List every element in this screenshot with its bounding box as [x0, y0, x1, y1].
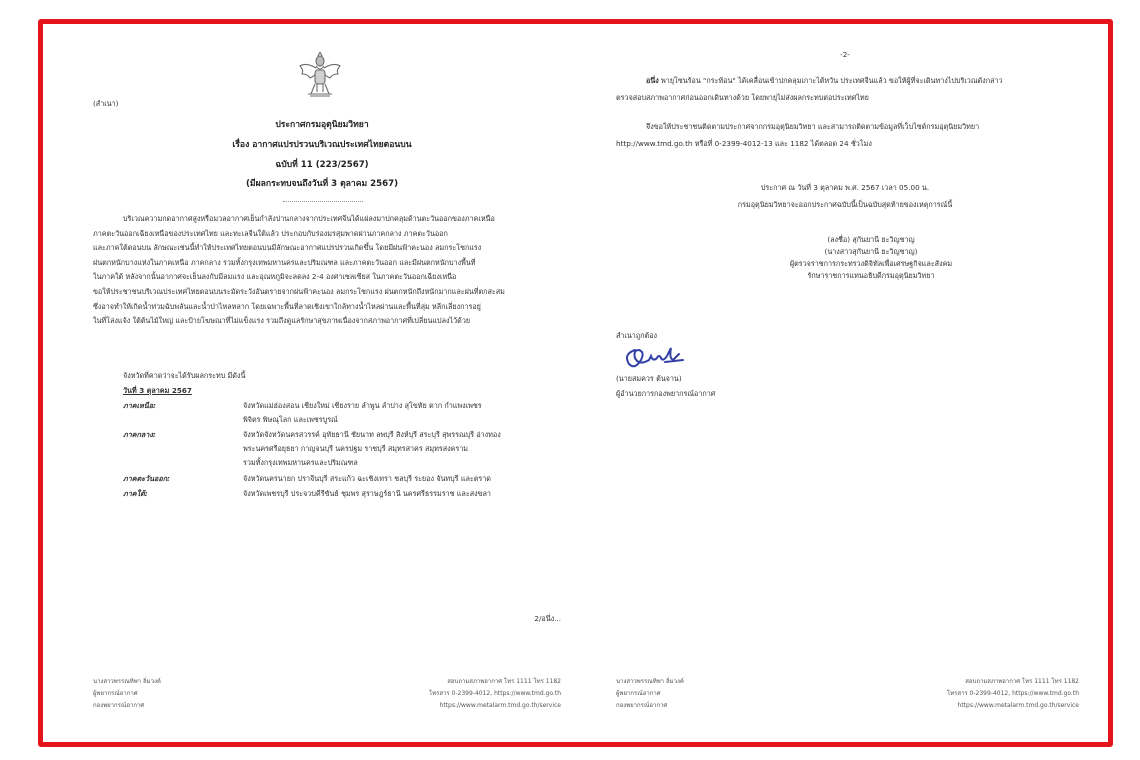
affected-intro: จังหวัดที่คาดว่าจะได้รับผลกระทบ มีดังนี้ [123, 371, 246, 380]
footer-right-line: โทรสาร 0-2399-4012, https://www.tmd.go.th [429, 690, 561, 697]
body-line: ขอให้ประชาชนบริเวณประเทศไทยตอนบนระมัดระวังอันตรายจากฝนฟ้าคะนอง ลมกระโชกแรง ฝนตกหนักถึงหนักมากและฝนที่ตกสะสม [93, 286, 505, 296]
page-number: -2- [840, 50, 850, 59]
page-2 [611, 24, 1079, 742]
region-central-label: ภาคกลาง: [123, 430, 156, 439]
footer-left-line: ผู้พยากรณ์อากาศ [93, 690, 138, 697]
document-frame [38, 19, 1113, 747]
paragraph-lead: อนึ่ง [646, 76, 659, 85]
footer-left-line: กองพยากรณ์อากาศ [616, 702, 668, 709]
certifier-name: (นายสมควร ต้นจาน) [616, 374, 682, 383]
footer-right-line: โทรสาร 0-2399-4012, https://www.tmd.go.th [947, 690, 1079, 697]
region-south-text: จังหวัดเพชรบุรี ประจวบคีรีขันธ์ ชุมพร สุราษฎร์ธานี นครศรีธรรมราช และสงขลา [243, 489, 491, 498]
footer-right-line: https://www.metalarm.tmd.go.th/service [439, 702, 561, 709]
signature-image [621, 344, 691, 372]
title-separator [283, 201, 363, 202]
page2-paragraph-2-line: http://www.tmd.go.th หรือที่ 0-2399-4012-13 และ 1182 ได้ตลอด 24 ชั่วโมง [616, 139, 872, 148]
signer-line: รักษาราชการแทนอธิบดีกรมอุตุนิยมวิทยา [807, 271, 935, 280]
footer-left-line: ผู้พยากรณ์อากาศ [616, 690, 661, 697]
footer-right-line: สอบถามสภาพอากาศ โทร 1111 โทร 1182 [965, 678, 1079, 685]
body-line: ในภาคใต้ หลังจากนั้นอากาศจะเย็นลงกับมีลมแรง และอุณหภูมิจะลดลง 2-4 องศาเซลเซียส ในภาคตะวันออกเฉียงเหนือ [93, 272, 457, 282]
region-east-text: จังหวัดนครนายก ปราจีนบุรี สระแก้ว ฉะเชิงเทรา ชลบุรี ระยอง จันทบุรี และตราด [243, 474, 491, 483]
region-central-text: รวมทั้งกรุงเทพมหานครและปริมณฑล [243, 458, 358, 467]
announcement-effective-date: (มีผลกระทบจนถึงวันที่ 3 ตุลาคม 2567) [245, 179, 398, 189]
copy-mark: (สำเนา) [93, 99, 119, 108]
continued-marker: 2/อนึ่ง... [534, 614, 561, 623]
signer-line: (นางสาวสุกันยานี ยะวิญชาญ) [824, 247, 918, 256]
certified-copy-label: สำเนาถูกต้อง [616, 331, 658, 340]
region-central-text: พระนครศรีอยุธยา กาญจนบุรี นครปฐม ราชบุรี สมุทรสาคร สมุทรสงคราม [243, 444, 469, 453]
body-line: ภาคตะวันออกเฉียงเหนือของประเทศไทย และทะเลจีนใต้แล้ว ประกอบกับร่องมรสุมพาดผ่านภาคกลาง ภาคตะวันออก [93, 228, 448, 238]
body-line: และภาคใต้ตอนบน ลักษณะเช่นนี้ทำให้ประเทศไทยตอนบนมีลักษณะอากาศแปรปรวนเกิดขึ้น โดยมีฝนฟ้าคะนอง ลมกระโชกแรง [93, 243, 482, 253]
signer-line: (ลงชื่อ) สุกันยานี ยะวิญชาญ [827, 235, 915, 244]
footer-left-line: นางสาวพรรณทิพา ลิ่มวงค์ [616, 678, 684, 685]
paragraph-text: พายุโซนร้อน "กระท้อน" ได้เคลื่อนเข้าปกคลุมเกาะไต้หวัน ประเทศจีนแล้ว ขอให้ผู้ที่จะเดินทางไปบริเวณดังกล่าว [661, 76, 1003, 85]
body-line: ซึ่งอาจทำให้เกิดน้ำท่วมฉับพลันและน้ำป่าไหลหลาก โดยเฉพาะพื้นที่ลาดเชิงเขาใกล้ทางน้ำไหลผ่านและพื้นที่ลุ่ม หลีกเลี่ยงการอยู่ [93, 301, 481, 311]
region-north-text: พิจิตร พิษณุโลก และเพชรบูรณ์ [243, 415, 338, 424]
body-paragraph [93, 212, 505, 329]
page-1 [83, 24, 561, 742]
announce-date: ประกาศ ณ วันที่ 3 ตุลาคม พ.ศ. 2567 เวลา 05.00 น. [760, 183, 930, 192]
region-south-label: ภาคใต้: [123, 489, 148, 498]
announce-note: กรมอุตุนิยมวิทยาจะออกประกาศฉบับนี้เป็นฉบับสุดท้ายของเหตุการณ์นี้ [737, 200, 953, 209]
announcement-number: ฉบับที่ 11 (223/2567) [275, 160, 369, 170]
footer-left-line: นางสาวพรรณทิพา ลิ่มวงค์ [93, 678, 161, 685]
footer-left-line: กองพยากรณ์อากาศ [93, 702, 145, 709]
page2-paragraph-1-line [646, 75, 1003, 86]
page2-paragraph-1-line: ตรวจสอบสภาพอากาศก่อนออกเดินทางด้วย โดยพายุไม่ส่งผลกระทบต่อประเทศไทย [616, 93, 869, 102]
body-line: บริเวณความกดอากาศสูงหรือมวลอากาศเย็นกำลังปานกลางจากประเทศจีนได้แผ่ลงมาปกคลุมด้านตะวันออกของภาคเหนือ [123, 214, 495, 223]
region-north-text: จังหวัดแม่ฮ่องสอน เชียงใหม่ เชียงราย ลำพูน ลำปาง สุโขทัย ตาก กำแพงเพชร [243, 401, 482, 410]
body-line: ในที่โล่งแจ้ง ใต้ต้นไม้ใหญ่ และป้ายโฆษณาที่ไม่แข็งแรง รวมถึงดูแลรักษาสุขภาพเนื่องจากสภาพอากาศที่เปลี่ยนแปลงไว้ด้วย [93, 316, 471, 326]
region-central-text: จังหวัดจังหวัดนครสวรรค์ อุทัยธานี ชัยนาท ลพบุรี สิงห์บุรี สระบุรี สุพรรณบุรี อ่างทอง [243, 430, 501, 439]
page2-paragraph-2-line: จึงขอให้ประชาชนติดตามประกาศจากกรมอุตุนิยมวิทยา และสามารถติดตามข้อมูลที่เว็บไซต์กรมอุตุนิยมวิทยา [646, 122, 980, 131]
footer-right-line: https://www.metalarm.tmd.go.th/service [957, 702, 1079, 709]
announcement-subject: เรื่อง อากาศแปรปรวนบริเวณประเทศไทยตอนบน [232, 140, 412, 150]
certifier-title: ผู้อำนวยการกองพยากรณ์อากาศ [616, 389, 716, 398]
body-line: ฝนตกหนักบางแห่งในภาคเหนือ ภาคกลาง รวมทั้งกรุงเทพมหานครและปริมณฑล และภาคตะวันออก และมีฝนตกหนักบางพื้นที่ [93, 257, 476, 267]
region-north-label: ภาคเหนือ: [123, 401, 156, 410]
announcement-title: ประกาศกรมอุตุนิยมวิทยา [275, 120, 369, 130]
footer-right-line: สอบถามสภาพอากาศ โทร 1111 โทร 1182 [447, 678, 561, 685]
signer-line: ผู้ตรวจราชการกระทรวงดิจิทัลเพื่อเศรษฐกิจและสังคม [789, 259, 953, 268]
date-heading: วันที่ 3 ตุลาคม 2567 [123, 386, 192, 395]
garuda-emblem-icon [298, 52, 342, 100]
region-east-label: ภาคตะวันออก: [123, 474, 170, 483]
